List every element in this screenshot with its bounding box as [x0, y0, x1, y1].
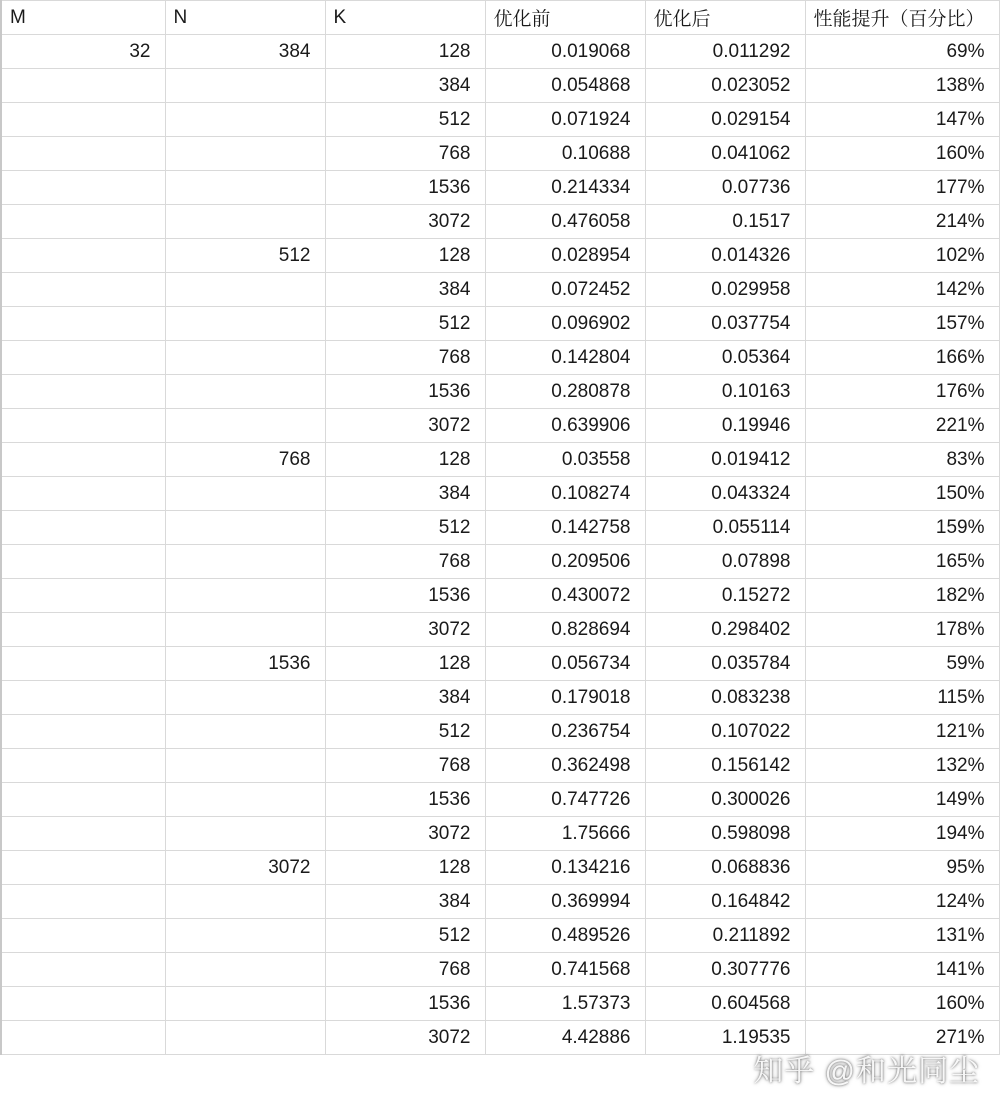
- cell-k[interactable]: 384: [325, 477, 485, 511]
- cell-improvement[interactable]: 149%: [805, 783, 999, 817]
- cell-m[interactable]: [1, 375, 165, 409]
- cell-after[interactable]: 0.15272: [645, 579, 805, 613]
- cell-improvement[interactable]: 271%: [805, 1021, 999, 1055]
- cell-improvement[interactable]: 141%: [805, 953, 999, 987]
- cell-n[interactable]: 512: [165, 239, 325, 273]
- table-row: [1, 749, 999, 783]
- cell-m[interactable]: [1, 987, 165, 1021]
- cell-n[interactable]: 1536: [165, 647, 325, 681]
- cell-after[interactable]: 0.156142: [645, 749, 805, 783]
- cell-improvement[interactable]: 121%: [805, 715, 999, 749]
- column-header[interactable]: N: [165, 1, 325, 35]
- cell-n[interactable]: [165, 749, 325, 783]
- cell-k[interactable]: 3072: [325, 1021, 485, 1055]
- cell-k[interactable]: 128: [325, 35, 485, 69]
- table-row: [1, 953, 999, 987]
- cell-before[interactable]: 0.054868: [485, 69, 645, 103]
- table-row: [1, 613, 999, 647]
- cell-after[interactable]: 0.029958: [645, 273, 805, 307]
- cell-before[interactable]: 0.828694: [485, 613, 645, 647]
- cell-n[interactable]: [165, 817, 325, 851]
- cell-improvement[interactable]: 69%: [805, 35, 999, 69]
- cell-k[interactable]: 512: [325, 307, 485, 341]
- cell-m[interactable]: [1, 749, 165, 783]
- cell-k[interactable]: 512: [325, 103, 485, 137]
- cell-before[interactable]: 0.10688: [485, 137, 645, 171]
- cell-m[interactable]: [1, 579, 165, 613]
- cell-improvement[interactable]: 157%: [805, 307, 999, 341]
- cell-m[interactable]: [1, 511, 165, 545]
- cell-before[interactable]: 0.108274: [485, 477, 645, 511]
- cell-k[interactable]: 128: [325, 239, 485, 273]
- table-row: [1, 681, 999, 715]
- cell-improvement[interactable]: 177%: [805, 171, 999, 205]
- cell-after[interactable]: 0.023052: [645, 69, 805, 103]
- table-row: [1, 817, 999, 851]
- cell-improvement[interactable]: 182%: [805, 579, 999, 613]
- cell-improvement[interactable]: 160%: [805, 137, 999, 171]
- cell-before[interactable]: 0.362498: [485, 749, 645, 783]
- table-row: [1, 579, 999, 613]
- cell-before[interactable]: 0.028954: [485, 239, 645, 273]
- cell-after[interactable]: 0.07898: [645, 545, 805, 579]
- cell-m[interactable]: [1, 647, 165, 681]
- table-row: [1, 885, 999, 919]
- cell-before[interactable]: 0.639906: [485, 409, 645, 443]
- cell-k[interactable]: 1536: [325, 375, 485, 409]
- cell-after[interactable]: 0.029154: [645, 103, 805, 137]
- cell-improvement[interactable]: 59%: [805, 647, 999, 681]
- cell-k[interactable]: 512: [325, 511, 485, 545]
- cell-after[interactable]: 0.07736: [645, 171, 805, 205]
- table-row: [1, 171, 999, 205]
- cell-after[interactable]: 0.298402: [645, 613, 805, 647]
- cell-k[interactable]: 384: [325, 69, 485, 103]
- cell-before[interactable]: 0.214334: [485, 171, 645, 205]
- table-row: [1, 273, 999, 307]
- cell-improvement[interactable]: 194%: [805, 817, 999, 851]
- cell-after[interactable]: 0.043324: [645, 477, 805, 511]
- cell-after[interactable]: 0.19946: [645, 409, 805, 443]
- cell-n[interactable]: [165, 511, 325, 545]
- cell-n[interactable]: [165, 545, 325, 579]
- cell-before[interactable]: 0.134216: [485, 851, 645, 885]
- cell-before[interactable]: 0.369994: [485, 885, 645, 919]
- column-header[interactable]: K: [325, 1, 485, 35]
- cell-improvement[interactable]: 159%: [805, 511, 999, 545]
- cell-before[interactable]: 0.741568: [485, 953, 645, 987]
- table-row: [1, 205, 999, 239]
- cell-n[interactable]: [165, 103, 325, 137]
- cell-before[interactable]: 0.071924: [485, 103, 645, 137]
- cell-n[interactable]: [165, 987, 325, 1021]
- cell-before[interactable]: 1.57373: [485, 987, 645, 1021]
- cell-k[interactable]: 128: [325, 443, 485, 477]
- cell-n[interactable]: [165, 171, 325, 205]
- cell-improvement[interactable]: 102%: [805, 239, 999, 273]
- cell-before[interactable]: 0.430072: [485, 579, 645, 613]
- cell-after[interactable]: 0.014326: [645, 239, 805, 273]
- table-row: [1, 443, 999, 477]
- cell-n[interactable]: [165, 783, 325, 817]
- cell-k[interactable]: 1536: [325, 987, 485, 1021]
- cell-m[interactable]: [1, 171, 165, 205]
- table-row: [1, 1021, 999, 1055]
- cell-before[interactable]: 4.42886: [485, 1021, 645, 1055]
- cell-n[interactable]: [165, 375, 325, 409]
- cell-after[interactable]: 0.035784: [645, 647, 805, 681]
- cell-k[interactable]: 512: [325, 919, 485, 953]
- cell-after[interactable]: 0.300026: [645, 783, 805, 817]
- cell-m[interactable]: [1, 681, 165, 715]
- cell-k[interactable]: 1536: [325, 171, 485, 205]
- table-row: [1, 341, 999, 375]
- cell-after[interactable]: 0.037754: [645, 307, 805, 341]
- cell-m[interactable]: [1, 341, 165, 375]
- cell-m[interactable]: [1, 613, 165, 647]
- table-row: [1, 307, 999, 341]
- cell-improvement[interactable]: 138%: [805, 69, 999, 103]
- cell-n[interactable]: [165, 1021, 325, 1055]
- cell-n[interactable]: 384: [165, 35, 325, 69]
- table-row: [1, 987, 999, 1021]
- cell-before[interactable]: 0.209506: [485, 545, 645, 579]
- cell-n[interactable]: [165, 715, 325, 749]
- cell-improvement[interactable]: 142%: [805, 273, 999, 307]
- cell-after[interactable]: 0.598098: [645, 817, 805, 851]
- cell-n[interactable]: 3072: [165, 851, 325, 885]
- cell-improvement[interactable]: 83%: [805, 443, 999, 477]
- cell-improvement[interactable]: 221%: [805, 409, 999, 443]
- cell-m[interactable]: [1, 443, 165, 477]
- cell-n[interactable]: [165, 681, 325, 715]
- cell-k[interactable]: 3072: [325, 409, 485, 443]
- cell-improvement[interactable]: 132%: [805, 749, 999, 783]
- cell-n[interactable]: [165, 341, 325, 375]
- cell-before[interactable]: 0.476058: [485, 205, 645, 239]
- cell-improvement[interactable]: 95%: [805, 851, 999, 885]
- table-row: [1, 647, 999, 681]
- cell-m[interactable]: [1, 919, 165, 953]
- cell-m[interactable]: 32: [1, 35, 165, 69]
- table-row: [1, 511, 999, 545]
- cell-m[interactable]: [1, 205, 165, 239]
- cell-k[interactable]: 384: [325, 885, 485, 919]
- cell-m[interactable]: [1, 273, 165, 307]
- table-body: [1, 1, 999, 1055]
- cell-after[interactable]: 0.10163: [645, 375, 805, 409]
- header-row: [1, 1, 999, 35]
- cell-m[interactable]: [1, 103, 165, 137]
- table-row: [1, 851, 999, 885]
- cell-m[interactable]: [1, 1021, 165, 1055]
- cell-m[interactable]: [1, 817, 165, 851]
- cell-m[interactable]: [1, 885, 165, 919]
- column-header[interactable]: M: [1, 1, 165, 35]
- cell-k[interactable]: 3072: [325, 613, 485, 647]
- cell-before[interactable]: 0.236754: [485, 715, 645, 749]
- cell-m[interactable]: [1, 851, 165, 885]
- cell-k[interactable]: 768: [325, 341, 485, 375]
- cell-before[interactable]: 0.056734: [485, 647, 645, 681]
- cell-n[interactable]: [165, 477, 325, 511]
- cell-m[interactable]: [1, 953, 165, 987]
- cell-n[interactable]: [165, 579, 325, 613]
- cell-n[interactable]: [165, 953, 325, 987]
- cell-after[interactable]: 0.307776: [645, 953, 805, 987]
- cell-improvement[interactable]: 115%: [805, 681, 999, 715]
- cell-after[interactable]: 0.604568: [645, 987, 805, 1021]
- cell-m[interactable]: [1, 409, 165, 443]
- table-row: [1, 375, 999, 409]
- table-row: [1, 477, 999, 511]
- cell-before[interactable]: 0.142758: [485, 511, 645, 545]
- cell-improvement[interactable]: 178%: [805, 613, 999, 647]
- table-row: [1, 545, 999, 579]
- table-row: [1, 409, 999, 443]
- cell-before[interactable]: 0.03558: [485, 443, 645, 477]
- table-row: [1, 35, 999, 69]
- cell-k[interactable]: 3072: [325, 205, 485, 239]
- cell-improvement[interactable]: 214%: [805, 205, 999, 239]
- cell-k[interactable]: 768: [325, 953, 485, 987]
- cell-k[interactable]: 1536: [325, 783, 485, 817]
- cell-n[interactable]: 768: [165, 443, 325, 477]
- table-row: [1, 783, 999, 817]
- column-header[interactable]: 性能提升（百分比）: [805, 1, 999, 35]
- cell-k[interactable]: 512: [325, 715, 485, 749]
- cell-before[interactable]: 0.019068: [485, 35, 645, 69]
- cell-n[interactable]: [165, 885, 325, 919]
- cell-k[interactable]: 1536: [325, 579, 485, 613]
- table-row: [1, 715, 999, 749]
- table-row: [1, 919, 999, 953]
- cell-improvement[interactable]: 131%: [805, 919, 999, 953]
- cell-n[interactable]: [165, 69, 325, 103]
- cell-after[interactable]: 0.107022: [645, 715, 805, 749]
- watermark: 知乎 @和光同尘: [753, 1055, 980, 1088]
- cell-m[interactable]: [1, 69, 165, 103]
- column-header[interactable]: 优化后: [645, 1, 805, 35]
- cell-m[interactable]: [1, 715, 165, 749]
- table-row: [1, 239, 999, 273]
- cell-n[interactable]: [165, 409, 325, 443]
- cell-k[interactable]: 768: [325, 749, 485, 783]
- cell-k[interactable]: 384: [325, 681, 485, 715]
- cell-improvement[interactable]: 160%: [805, 987, 999, 1021]
- cell-n[interactable]: [165, 307, 325, 341]
- cell-n[interactable]: [165, 919, 325, 953]
- cell-m[interactable]: [1, 307, 165, 341]
- cell-k[interactable]: 768: [325, 545, 485, 579]
- cell-after[interactable]: 0.05364: [645, 341, 805, 375]
- cell-k[interactable]: 128: [325, 647, 485, 681]
- cell-after[interactable]: 1.19535: [645, 1021, 805, 1055]
- cell-before[interactable]: 0.179018: [485, 681, 645, 715]
- cell-after[interactable]: 0.011292: [645, 35, 805, 69]
- cell-improvement[interactable]: 165%: [805, 545, 999, 579]
- cell-after[interactable]: 0.019412: [645, 443, 805, 477]
- cell-k[interactable]: 768: [325, 137, 485, 171]
- cell-after[interactable]: 0.068836: [645, 851, 805, 885]
- cell-before[interactable]: 0.747726: [485, 783, 645, 817]
- cell-m[interactable]: [1, 239, 165, 273]
- cell-n[interactable]: [165, 205, 325, 239]
- cell-improvement[interactable]: 176%: [805, 375, 999, 409]
- cell-k[interactable]: 384: [325, 273, 485, 307]
- cell-before[interactable]: 0.142804: [485, 341, 645, 375]
- cell-improvement[interactable]: 124%: [805, 885, 999, 919]
- cell-before[interactable]: 0.072452: [485, 273, 645, 307]
- cell-before[interactable]: 0.489526: [485, 919, 645, 953]
- column-header[interactable]: 优化前: [485, 1, 645, 35]
- cell-before[interactable]: 0.280878: [485, 375, 645, 409]
- cell-m[interactable]: [1, 545, 165, 579]
- table-row: [1, 103, 999, 137]
- cell-m[interactable]: [1, 137, 165, 171]
- cell-improvement[interactable]: 150%: [805, 477, 999, 511]
- cell-after[interactable]: 0.055114: [645, 511, 805, 545]
- table-row: [1, 137, 999, 171]
- cell-improvement[interactable]: 147%: [805, 103, 999, 137]
- table-row: [1, 69, 999, 103]
- cell-k[interactable]: 128: [325, 851, 485, 885]
- cell-before[interactable]: 0.096902: [485, 307, 645, 341]
- cell-after[interactable]: 0.1517: [645, 205, 805, 239]
- cell-n[interactable]: [165, 137, 325, 171]
- cell-before[interactable]: 1.75666: [485, 817, 645, 851]
- cell-after[interactable]: 0.041062: [645, 137, 805, 171]
- cell-after[interactable]: 0.083238: [645, 681, 805, 715]
- cell-improvement[interactable]: 166%: [805, 341, 999, 375]
- cell-m[interactable]: [1, 477, 165, 511]
- cell-after[interactable]: 0.164842: [645, 885, 805, 919]
- cell-m[interactable]: [1, 783, 165, 817]
- cell-n[interactable]: [165, 273, 325, 307]
- cell-k[interactable]: 3072: [325, 817, 485, 851]
- cell-after[interactable]: 0.211892: [645, 919, 805, 953]
- cell-n[interactable]: [165, 613, 325, 647]
